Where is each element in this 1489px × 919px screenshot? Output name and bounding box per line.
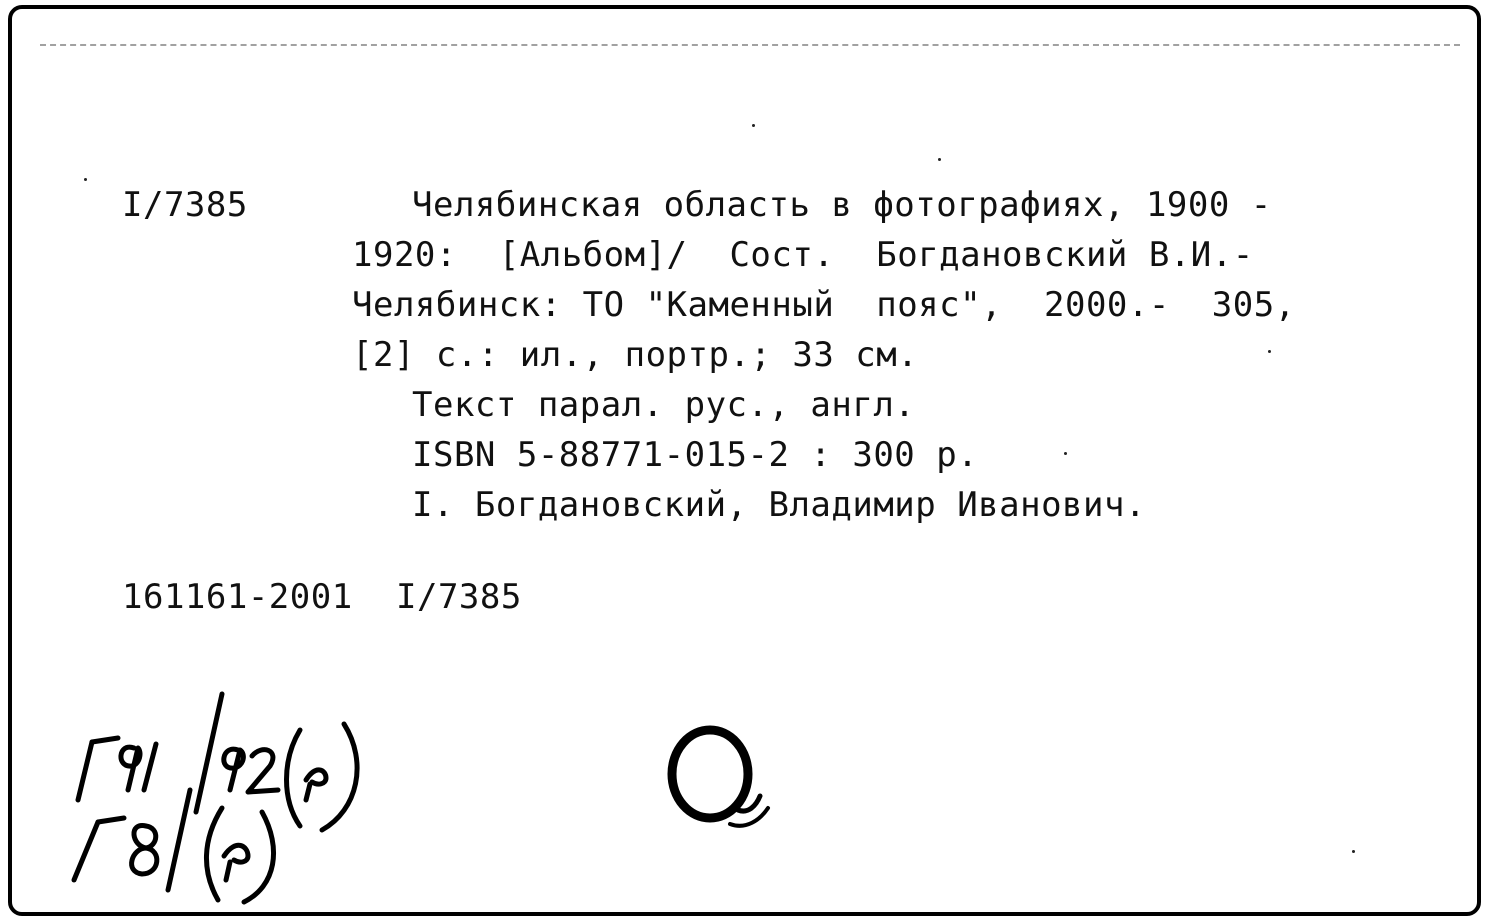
accession-call-number: I/7385	[396, 577, 522, 617]
note-isbn: ISBN 5-88771-015-2 : 300 р.	[412, 435, 979, 475]
note-language: Текст парал. рус., англ.	[412, 385, 916, 425]
entry-line-3: Челябинск: ТО "Каменный пояс", 2000.- 305,	[352, 285, 1296, 325]
handwritten-shelf-mark	[74, 694, 357, 902]
entry-line-4: [2] с.: ил., портр.; 33 см.	[352, 335, 919, 375]
call-number: I/7385	[122, 185, 248, 225]
entry-line-1: Челябинская область в фотографиях, 1900 -	[412, 185, 1272, 225]
note-added-entry: I. Богдановский, Владимир Иванович.	[412, 485, 1146, 525]
accession-number: 161161-2001	[122, 577, 353, 617]
entry-line-2: 1920: [Альбом]/ Сост. Богдановский В.И.-	[352, 235, 1254, 275]
punched-hole	[672, 730, 768, 826]
